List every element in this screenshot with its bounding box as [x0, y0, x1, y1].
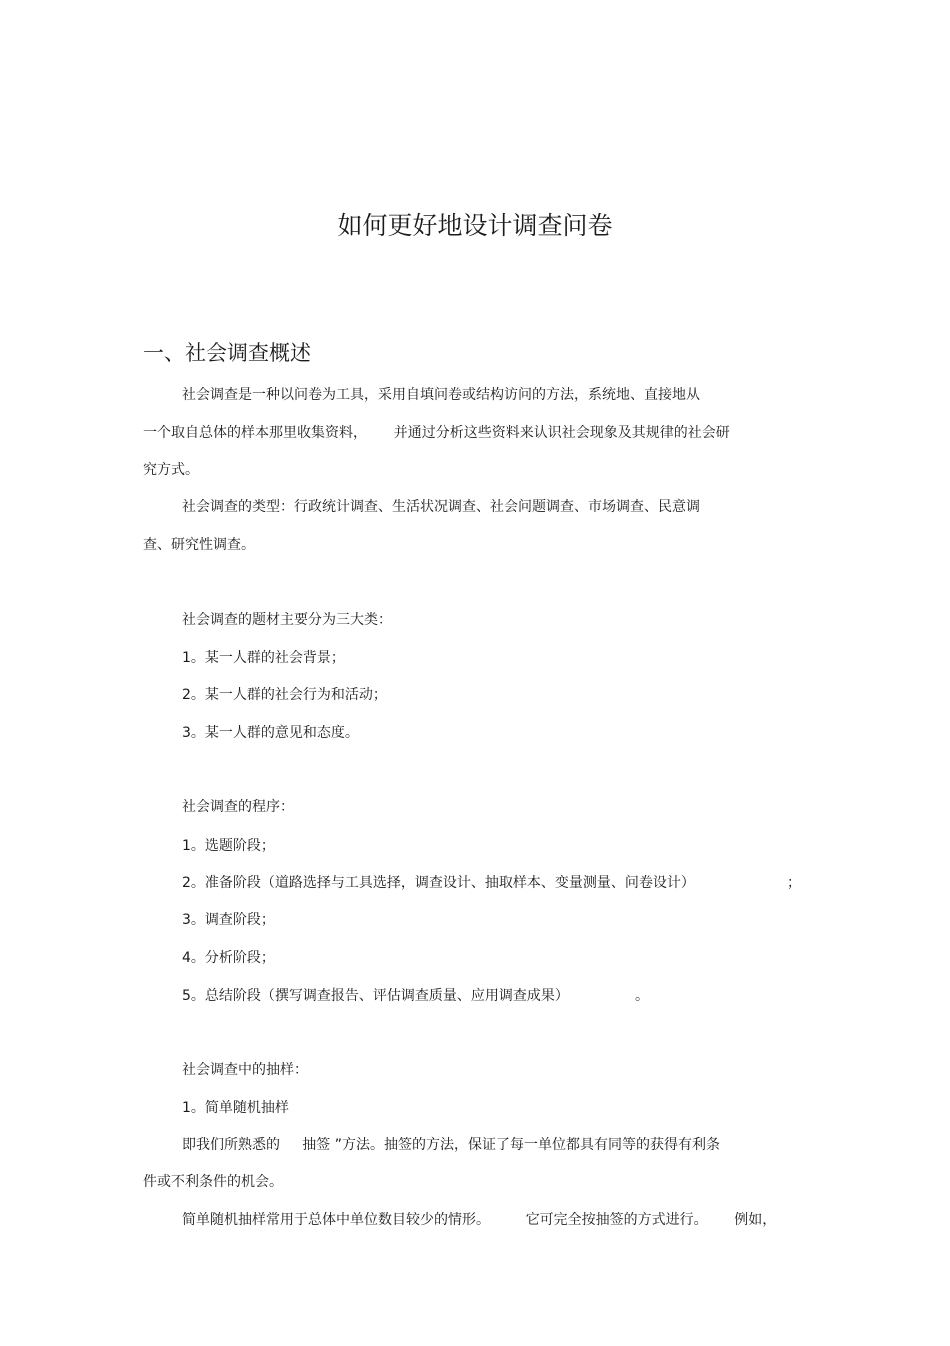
list-item: 1。简单随机抽样	[182, 1100, 289, 1116]
list-item: 4。分析阶段；	[182, 950, 275, 966]
list-item: 2。某一人群的社会行为和活动；	[182, 687, 387, 703]
paragraph-line: 查、研究性调查。	[143, 537, 255, 553]
paragraph-line: 即我们所熟悉的 抽签 ”方法。抽签的方法，保证了每一单位都具有同等的获得有利条	[182, 1137, 720, 1153]
document-title: 如何更好地设计调查问卷	[337, 211, 613, 240]
paragraph-line: 社会调查的类型：行政统计调查、生活状况调查、社会问题调查、市场调查、民意调	[182, 499, 700, 515]
paragraph-line: 社会调查是一种以问卷为工具，采用自填问卷或结构访问的方法，系统地、直接地从	[182, 387, 700, 403]
paragraph-line: 一个取自总体的样本那里收集资料， 并通过分析这些资料来认识社会现象及其规律的社会研	[143, 425, 730, 441]
list-item-tail: 。	[635, 988, 649, 1004]
sampling-intro: 社会调查中的抽样：	[182, 1062, 308, 1078]
list-item: 3。调查阶段；	[182, 912, 275, 928]
list-item: 1。选题阶段；	[182, 838, 275, 854]
list-item: 1。某一人群的社会背景；	[182, 650, 345, 666]
list-item: 2。准备阶段（道路选择与工具选择，调查设计、抽取样本、变量测量、问卷设计）	[182, 875, 695, 891]
list-item-tail: ；	[787, 875, 801, 891]
paragraph-line: 件或不利条件的机会。	[143, 1174, 283, 1190]
list-item: 3。某一人群的意见和态度。	[182, 725, 359, 741]
list-item: 5。总结阶段（撰写调查报告、评估调查质量、应用调查成果）	[182, 988, 569, 1004]
section-heading: 一、社会调查概述	[143, 341, 311, 365]
procedure-intro: 社会调查的程序：	[182, 799, 294, 815]
paragraph-line: 简单随机抽样常用于总体中单位数目较少的情形。 它可完全按抽签的方式进行。 例如，	[182, 1212, 777, 1228]
topics-intro: 社会调查的题材主要分为三大类：	[182, 612, 392, 628]
paragraph-line: 究方式。	[143, 462, 199, 478]
